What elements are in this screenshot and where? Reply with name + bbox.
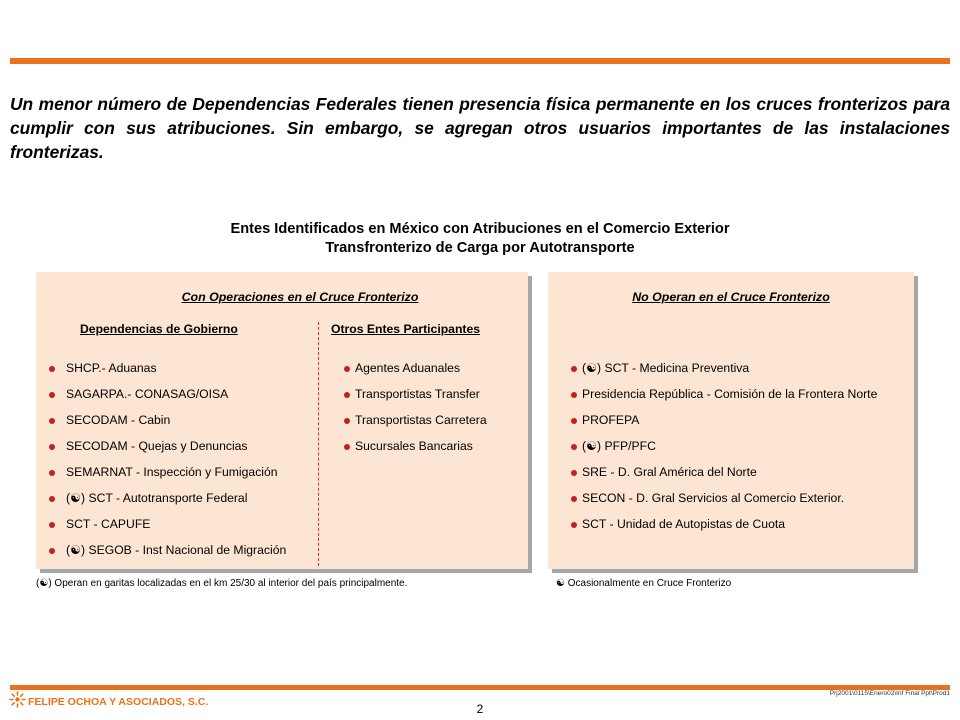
right-panel-title: No Operan en el Cruce Fronterizo (632, 290, 830, 304)
list-item: SECODAM - Quejas y Denuncias (48, 433, 286, 459)
bullet-icon (571, 418, 577, 424)
list-item: SEMARNAT - Inspección y Fumigación (48, 459, 286, 485)
bullet-icon (571, 496, 577, 502)
bullet-icon (49, 392, 55, 398)
bullet-icon (344, 366, 350, 372)
list-item: (☯) PFP/PFC (570, 433, 877, 459)
document-reference: Prj2001\0115\Enero02\Inf Final Ppt\Prod1 (829, 690, 950, 697)
bullet-icon (571, 522, 577, 528)
top-accent-rule (10, 58, 950, 64)
bullet-icon (49, 444, 55, 450)
company-name: FELIPE OCHOA Y ASOCIADOS, S.C. (28, 696, 209, 708)
column-divider (318, 322, 319, 566)
left-footnote: (☯) Operan en garitas localizadas en el km 25/30 al interior del país principalmente. (36, 578, 408, 589)
bullet-icon (344, 418, 350, 424)
list-item: (☯) SCT - Medicina Preventiva (570, 355, 877, 381)
bullet-icon (49, 522, 55, 528)
right-list (570, 355, 877, 537)
list-item: SCT - CAPUFE (48, 511, 286, 537)
list-item: SECODAM - Cabin (48, 407, 286, 433)
right-footnote: ☯ Ocasionalmente en Cruce Fronterizo (556, 578, 732, 589)
bullet-icon (344, 444, 350, 450)
bullet-icon (49, 366, 55, 372)
list-item: Agentes Aduanales (343, 355, 487, 381)
bottom-accent-rule (10, 685, 950, 690)
occasional-icon: ☯ (70, 491, 81, 505)
bullet-icon (49, 548, 55, 554)
list-item: Transportistas Transfer (343, 381, 487, 407)
list-item: SAGARPA.- CONASAG/OISA (48, 381, 286, 407)
left-panel-title: Con Operaciones en el Cruce Fronterizo (181, 290, 419, 304)
section-title-line-2: Transfronterizo de Carga por Autotransporte (325, 240, 635, 256)
list-item: SRE - D. Gral América del Norte (570, 459, 877, 485)
bullet-icon (49, 496, 55, 502)
list-item: SECON - D. Gral Servicios al Comercio Exterior. (570, 485, 877, 511)
bullet-icon (571, 444, 577, 450)
section-title-line-1: Entes Identificados en México con Atribuciones en el Comercio Exterior (230, 221, 730, 237)
gov-list (48, 355, 286, 563)
list-item: SCT - Unidad de Autopistas de Cuota (570, 511, 877, 537)
bullet-icon (571, 470, 577, 476)
occasional-icon: ☯ (586, 361, 597, 375)
section-title (0, 220, 960, 258)
gov-column-header: Dependencias de Gobierno (80, 322, 238, 336)
intro-paragraph: Un menor número de Dependencias Federales tienen presencia física permanente en los cruces fronterizos para cumplir con sus atribuciones. Sin embargo, se agregan otros usuarios importantes de las instalaciones fronterizas. (10, 94, 950, 162)
bullet-icon (571, 366, 577, 372)
bullet-icon (344, 392, 350, 398)
bullet-icon (49, 470, 55, 476)
list-item: PROFEPA (570, 407, 877, 433)
list-item: SHCP.- Aduanas (48, 355, 286, 381)
occasional-icon: ☯ (556, 578, 565, 589)
list-item: Transportistas Carretera (343, 407, 487, 433)
list-item: Presidencia República - Comisión de la Frontera Norte (570, 381, 877, 407)
list-item: (☯) SEGOB - Inst Nacional de Migración (48, 537, 286, 563)
others-list (343, 355, 487, 459)
list-item: Sucursales Bancarias (343, 433, 487, 459)
list-item: (☯) SCT - Autotransporte Federal (48, 485, 286, 511)
occasional-icon: ☯ (39, 578, 49, 589)
occasional-icon: ☯ (586, 439, 597, 453)
bullet-icon (49, 418, 55, 424)
others-column-header: Otros Entes Participantes (331, 322, 481, 336)
occasional-icon: ☯ (70, 543, 81, 557)
page-number: 2 (476, 702, 484, 716)
bullet-icon (571, 392, 577, 398)
